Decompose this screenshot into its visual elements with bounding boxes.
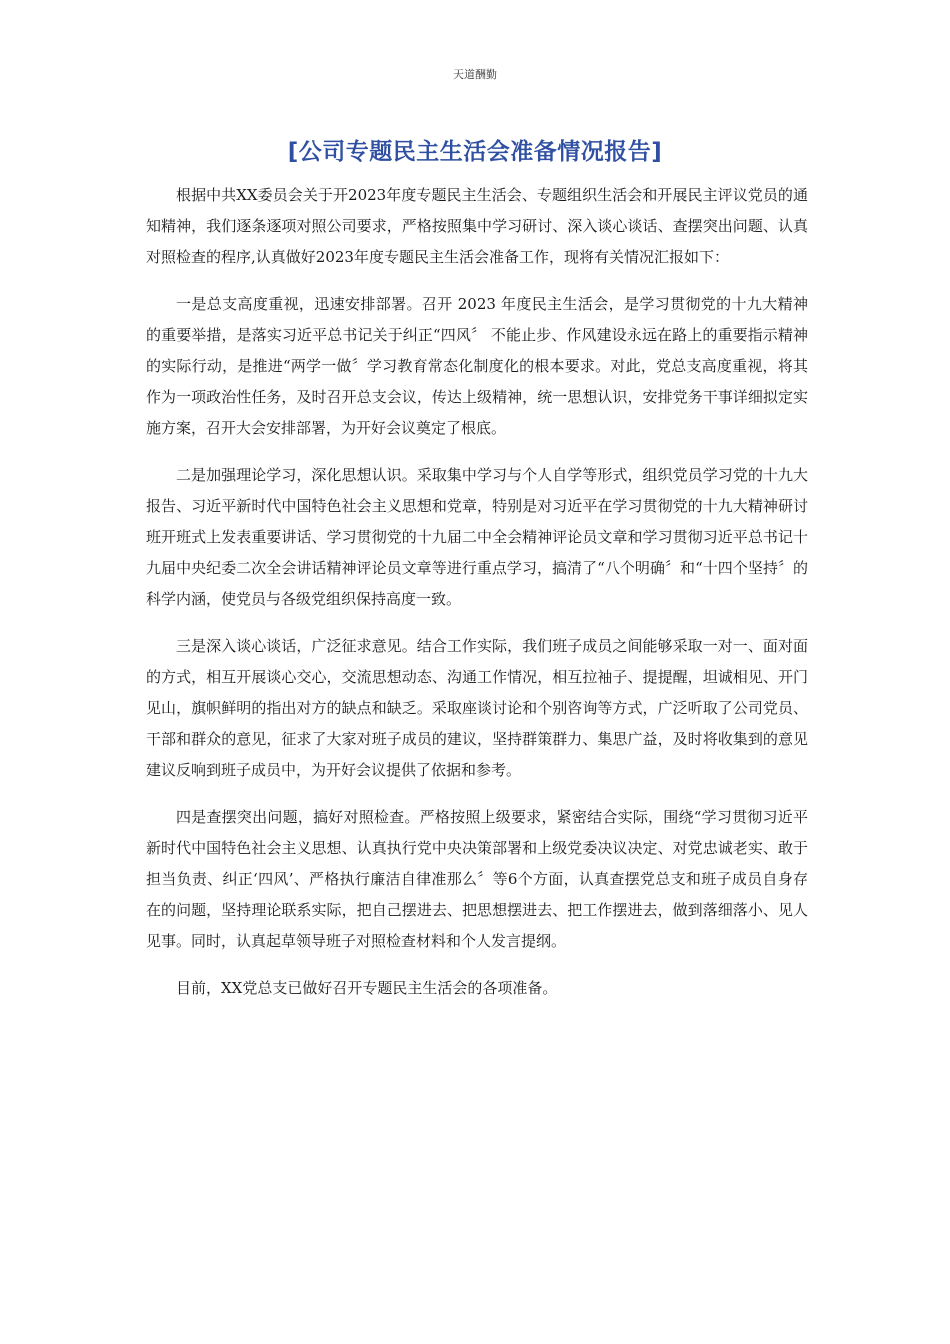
paragraph-point-3: 三是深入谈心谈话，广泛征求意见。结合工作实际，我们班子成员之间能够采取一对一、面对面的方式，相互开展谈心交心，交流思想动态、沟通工作情况，相互拉袖子、提提醒，坦诚相见、开门见山，旗帜鲜明的指出对方的缺点和缺乏。采取座谈讨论和个别咨询等方式，广泛听取了公司党员、干部和群众的意见，征求了大家对班子成员的建议，坚持群策群力、集思广益，及时将收集到的意见建议反响到班子成员中，为开好会议提供了依据和参考。: [146, 637, 808, 779]
page-header: 天道酬勤: [453, 68, 497, 81]
paragraph-intro: 根据中共XX委员会关于开2023年度专题民主生活会、专题组织生活会和开展民主评议党员的通知精神，我们逐条逐项对照公司要求，严格按照集中学习研讨、深入谈心谈话、查摆突出问题、认真对照检查的程序,认真做好2023年度专题民主生活会准备工作，现将有关情况汇报如下：: [146, 186, 808, 266]
document-title: [公司专题民主生活会准备情况报告]: [287, 139, 663, 165]
paragraph-point-2: 二是加强理论学习，深化思想认识。采取集中学习与个人自学等形式，组织党员学习党的十九大报告、习近平新时代中国特色社会主义思想和党章，特别是对习近平在学习贯彻党的十九大精神研讨班开班式上发表重要讲话、学习贯彻党的十九届二中全会精神评论员文章和学习贯彻习近平总书记十九届中央纪委二次全会讲话精神评论员文章等进行重点学习，搞清了“八个明确〞和“十四个坚持〞的科学内涵，使党员与各级党组织保持高度一致。: [146, 466, 808, 608]
document-body: [146, 180, 808, 1020]
paragraph-conclusion: 目前，XX党总支已做好召开专题民主生活会的各项准备。: [176, 979, 558, 997]
paragraph-point-4: 四是查摆突出问题，搞好对照检查。严格按照上级要求，紧密结合实际，围绕“学习贯彻习近平新时代中国特色社会主义思想、认真执行党中央决策部署和上级党委决议决定、对党忠诚老实、敢于担当负责、纠正‘四风’、严格执行廉洁自律准那么〞等6个方面，认真查摆党总支和班子成员自身存在的问题，坚持理论联系实际，把自己摆进去、把思想摆进去、把工作摆进去，做到落细落小、见人见事。同时，认真起草领导班子对照检查材料和个人发言提纲。: [146, 808, 808, 950]
paragraph-point-1: 一是总支高度重视，迅速安排部署。召开 2023 年度民主生活会，是学习贯彻党的十九大精神的重要举措，是落实习近平总书记关于纠正“四风〞 不能止步、作风建设永远在路上的重要指示精神的实际行动，是推进“两学一做〞学习教育常态化制度化的根本要求。对此，党总支高度重视，将其作为一项政治性任务，及时召开总支会议，传达上级精神，统一思想认识，安排党务干事详细拟定实施方案，召开大会安排部署，为开好会议奠定了根底。: [146, 295, 808, 437]
